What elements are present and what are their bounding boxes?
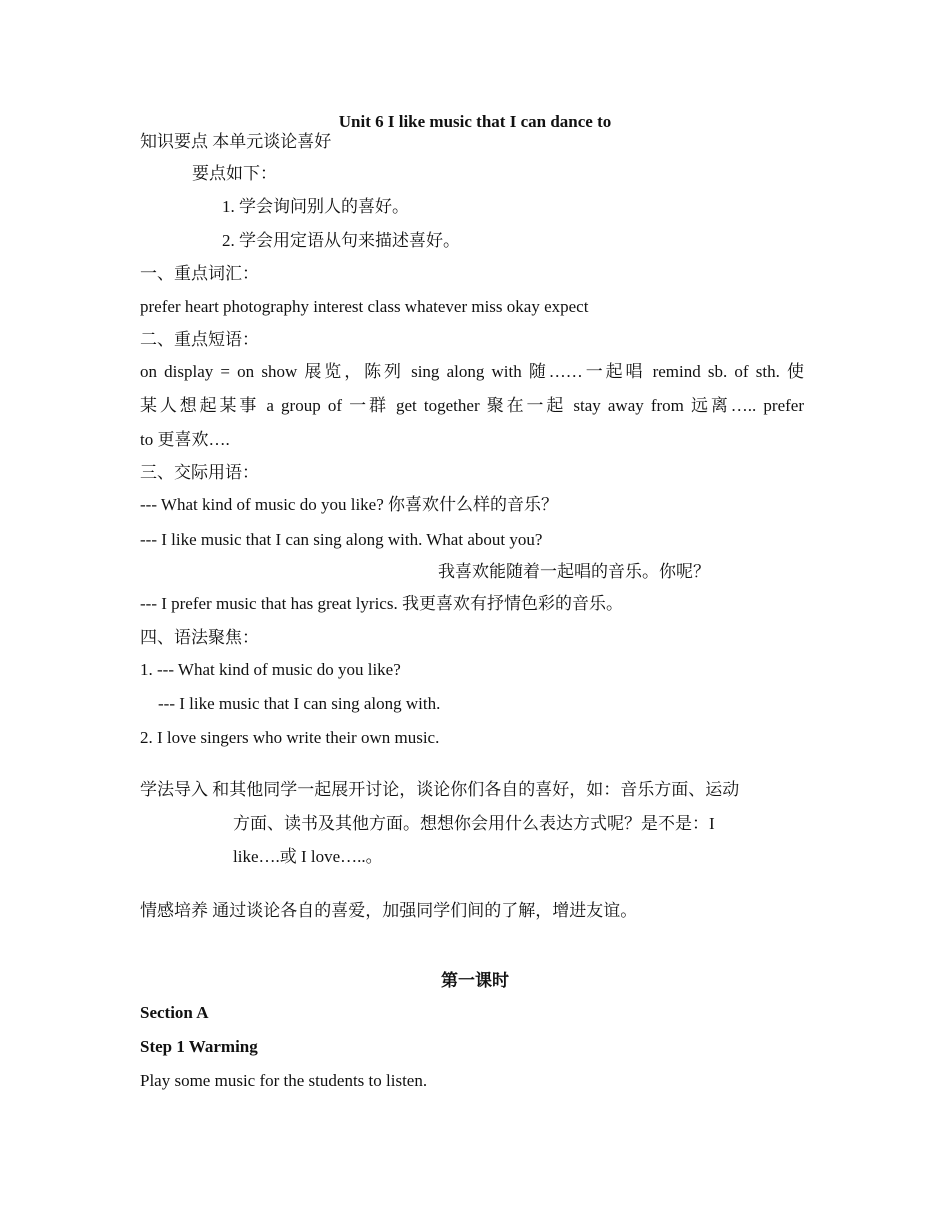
study-method-line: 方面、读书及其他方面。想想你会用什么表达方式呢？是不是：I: [233, 814, 715, 833]
key-points-intro: 要点如下：: [192, 164, 277, 183]
grammar-line: --- I like music that I can sing along with.: [158, 694, 441, 713]
grammar-heading: 四、语法聚焦：: [140, 628, 259, 647]
phrases-line: 某人想起某事 a group of 一群 get together 聚在一起 stay away from 远离….. prefer: [140, 396, 804, 415]
knowledge-points-line: 知识要点 本单元谈论喜好: [140, 132, 332, 151]
vocab-words: prefer heart photography interest class whatever miss okay expect: [140, 297, 589, 316]
lesson-title: 第一课时: [441, 971, 509, 990]
grammar-line: 2. I love singers who write their own music.: [140, 728, 440, 747]
grammar-line: 1. --- What kind of music do you like?: [140, 660, 401, 679]
dialog-line: --- I prefer music that has great lyrics. 我更喜欢有抒情色彩的音乐。: [140, 594, 623, 613]
dialog-line: --- I like music that I can sing along with. What about you?: [140, 530, 543, 549]
phrases-heading: 二、重点短语：: [140, 330, 259, 349]
study-method-line: 学法导入 和其他同学一起展开讨论，谈论你们各自的喜好，如：音乐方面、运动: [140, 780, 740, 799]
section-heading: Section A: [140, 1003, 209, 1022]
dialog-line: --- What kind of music do you like? 你喜欢什么样的音乐？: [140, 495, 559, 514]
emotion-line: 情感培养 通过谈论各自的喜爱，加强同学们间的了解，增进友谊。: [140, 901, 638, 920]
step-text: Play some music for the students to listen.: [140, 1071, 428, 1090]
phrases-line: to 更喜欢….: [140, 430, 230, 449]
dialog-translation: 我喜欢能随着一起唱的音乐。你呢？: [438, 562, 710, 581]
key-point-item: 2. 学会用定语从句来描述喜好。: [222, 231, 460, 250]
dialog-heading: 三、交际用语：: [140, 463, 259, 482]
document-title: Unit 6 I like music that I can dance to: [338, 112, 612, 131]
step-heading: Step 1 Warming: [140, 1037, 258, 1056]
key-point-item: 1. 学会询问别人的喜好。: [222, 197, 409, 216]
study-method-line: like….或 I love…..。: [233, 847, 383, 866]
vocab-heading: 一、重点词汇：: [140, 264, 259, 283]
phrases-line: on display = on show 展览，陈列 sing along with 随……一起唱 remind sb. of sth. 使: [140, 362, 804, 381]
